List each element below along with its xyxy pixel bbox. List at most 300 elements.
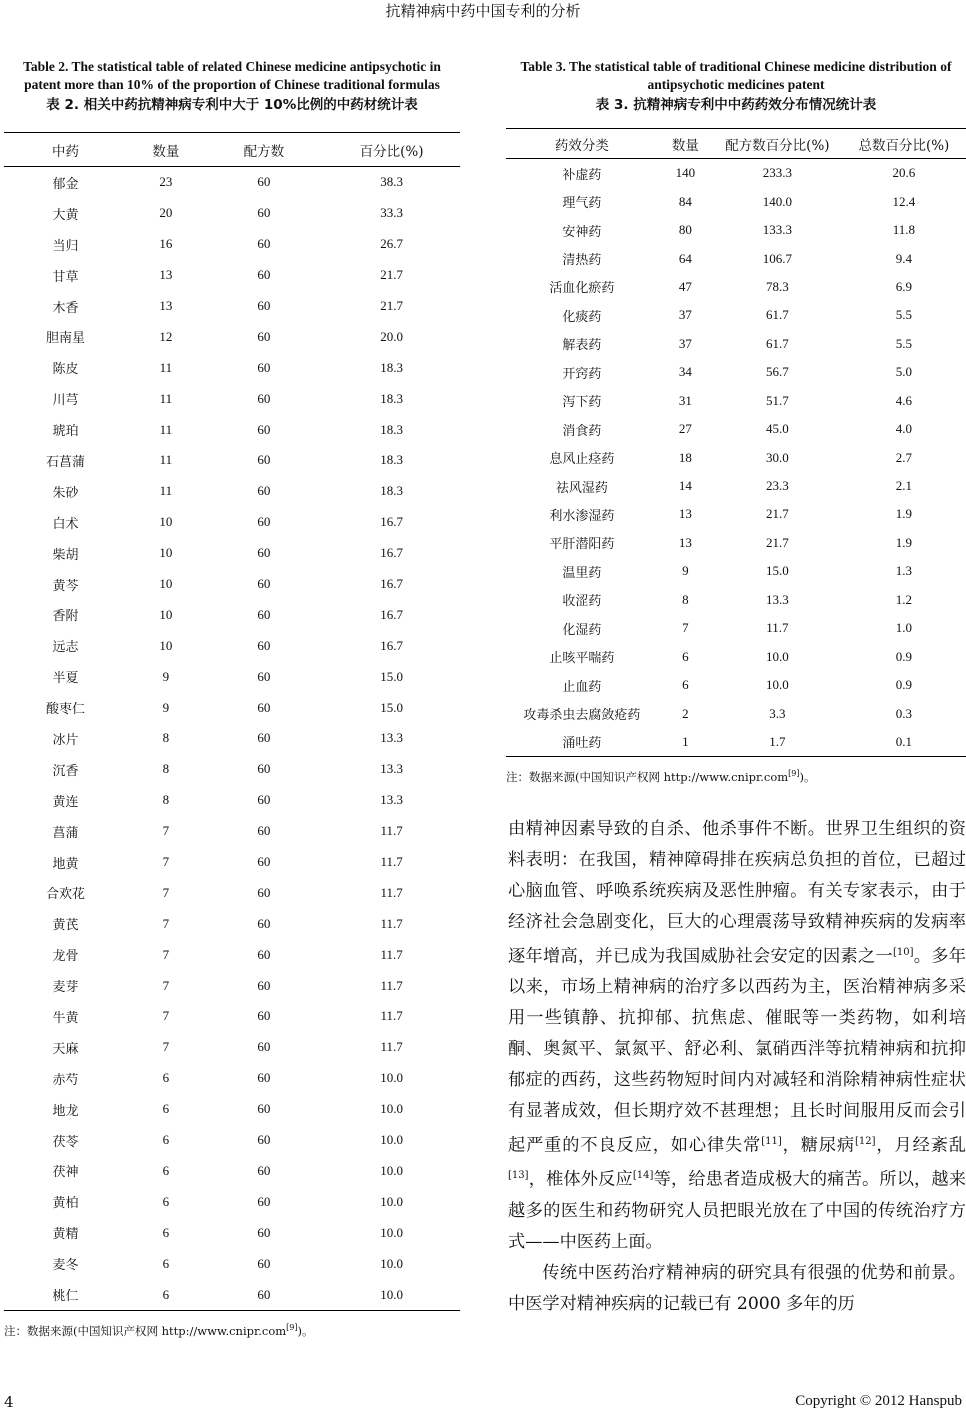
- table-row: [4, 630, 460, 661]
- table-cell: 11.7: [380, 1039, 403, 1055]
- table-cell: 18.3: [380, 421, 403, 437]
- table-row: [4, 692, 460, 723]
- table-cell: 23.3: [766, 478, 789, 494]
- table-cell: 安神药: [562, 224, 602, 240]
- table-cell: 1: [658, 728, 713, 757]
- table-cell: 6: [127, 1279, 205, 1310]
- table-cell: 60: [257, 792, 271, 808]
- table-cell: 消食药: [562, 423, 602, 439]
- table-cell: 0.9: [895, 677, 913, 693]
- table-row: [4, 476, 460, 507]
- table-cell: 21.7: [380, 267, 403, 283]
- table-cell: 7: [162, 946, 170, 962]
- table-row: [4, 414, 460, 445]
- table-row: [4, 599, 460, 630]
- table-cell: 1.2: [895, 591, 913, 607]
- table2-note: 注：数据来源(中国知识产权网 http://www.cnipr.com[9])。: [4, 1322, 314, 1338]
- page-number: 4: [4, 1393, 14, 1411]
- table-cell: 1.7: [713, 728, 842, 757]
- table-row: [506, 671, 966, 699]
- table-cell: 60: [257, 576, 271, 592]
- table-cell: 60: [257, 1008, 271, 1024]
- table-cell: 60: [257, 1193, 271, 1209]
- table-cell: 10: [159, 545, 173, 561]
- running-header: 抗精神病中药中国专利的分析: [385, 2, 581, 20]
- table-row: [506, 273, 966, 301]
- table-cell: 6: [162, 1193, 170, 1209]
- table-row: [4, 229, 460, 260]
- table-cell: 地龙: [52, 1103, 79, 1119]
- table3-note: 注：数据来源(中国知识产权网 http://www.cnipr.com[9])。: [506, 769, 816, 785]
- table-cell: 茯苓: [52, 1134, 79, 1150]
- table-cell: 黄连: [52, 794, 79, 810]
- table-cell: 60: [257, 606, 271, 622]
- table3-header-formula-percent: 配方数百分比(%): [713, 129, 842, 159]
- table2: [4, 132, 460, 1311]
- table-row: [4, 785, 460, 816]
- table-cell: 133.3: [762, 222, 792, 238]
- table-row: [506, 529, 966, 557]
- table-cell: 60: [257, 884, 271, 900]
- table-row: [506, 728, 966, 757]
- table-cell: 20.6: [892, 165, 916, 181]
- table-cell: 11.7: [380, 884, 403, 900]
- table-cell: 11.7: [380, 946, 403, 962]
- table-cell: 13: [678, 506, 692, 522]
- table-cell: 1.9: [895, 506, 913, 522]
- table-cell: 祛风湿药: [555, 480, 608, 496]
- table-cell: 泻下药: [562, 395, 602, 411]
- body-paragraph-2: 传统中医药治疗精神病的研究具有很强的优势和前景。中医学对精神疾病的记载已有 2000 多年的历: [508, 1262, 966, 1314]
- table-cell: 半夏: [52, 671, 79, 687]
- table-row: [506, 159, 966, 188]
- table-cell: 郁金: [52, 176, 79, 192]
- table-cell: 6: [162, 1224, 170, 1240]
- table-row: [506, 301, 966, 329]
- table-cell: 60: [257, 823, 271, 839]
- table-cell: 茯神: [52, 1165, 79, 1181]
- table-cell: 11: [159, 359, 173, 375]
- table-cell: 大黄: [52, 207, 79, 223]
- table-cell: 60: [257, 730, 271, 746]
- table-row: [4, 1279, 460, 1310]
- table-cell: 5.5: [895, 307, 913, 323]
- table-cell: 18.3: [380, 452, 403, 468]
- table-cell: 60: [257, 421, 271, 437]
- table-cell: 13.3: [766, 591, 789, 607]
- table-row: [4, 1032, 460, 1063]
- table-cell: 10.0: [766, 648, 789, 664]
- table-cell: 平肝潜阳药: [549, 537, 615, 553]
- table-cell: 33.3: [380, 205, 403, 221]
- table-row: [506, 500, 966, 528]
- table-cell: 60: [257, 328, 271, 344]
- table-row: [4, 1094, 460, 1125]
- table-cell: 60: [257, 1039, 271, 1055]
- table-row: [4, 445, 460, 476]
- table-cell: 2.1: [895, 478, 913, 494]
- table-cell: 赤芍: [52, 1072, 79, 1088]
- table-cell: 11.7: [380, 854, 403, 870]
- table-cell: 8: [162, 730, 170, 746]
- table-cell: 10.0: [380, 1255, 403, 1271]
- table-row: [4, 198, 460, 229]
- table-cell: 80: [678, 222, 692, 238]
- table-cell: 补虚药: [562, 167, 602, 183]
- table-row: [4, 1156, 460, 1187]
- table-cell: 9: [162, 699, 170, 715]
- table-cell: 11: [159, 390, 173, 406]
- table-cell: 18.3: [380, 483, 403, 499]
- table-cell: 3.3: [769, 705, 786, 721]
- table-cell: 利水渗湿药: [549, 508, 615, 524]
- table2-body: [4, 167, 460, 1311]
- table-row: [506, 187, 966, 215]
- table-cell: 60: [257, 854, 271, 870]
- table-cell: 止血药: [562, 679, 602, 695]
- table-cell: 天麻: [52, 1041, 79, 1057]
- table-cell: 20.0: [380, 328, 403, 344]
- table-cell: 7: [162, 915, 170, 931]
- table-cell: 13: [159, 267, 173, 283]
- table-cell: 60: [257, 174, 271, 190]
- table3-header-count: 数量: [658, 129, 713, 159]
- table-cell: 12: [159, 328, 173, 344]
- table-cell: 陈皮: [52, 362, 79, 378]
- table-row: [506, 642, 966, 670]
- table-cell: 9.4: [895, 250, 913, 266]
- table-row: [4, 538, 460, 569]
- table-cell: 18: [678, 449, 692, 465]
- table-cell: 60: [257, 298, 271, 313]
- table-cell: 当归: [52, 238, 79, 254]
- table-cell: 13.3: [380, 792, 403, 808]
- table-cell: 7: [162, 977, 170, 993]
- table3-header-total-percent: 总数百分比(%): [842, 129, 966, 159]
- table-row: [4, 260, 460, 291]
- table-row: [4, 908, 460, 939]
- table-row: [4, 877, 460, 908]
- table-cell: 菖蒲: [52, 825, 79, 841]
- table-cell: 15.0: [766, 563, 789, 579]
- table-cell: 60: [257, 483, 271, 499]
- table-cell: 10.0: [380, 1193, 403, 1209]
- table-cell: 27: [678, 421, 692, 437]
- table-cell: 10: [159, 637, 173, 653]
- table-row: [506, 557, 966, 585]
- table-cell: 9: [162, 668, 170, 684]
- table2-header-medicine: 中药: [4, 133, 127, 167]
- table-row: [506, 472, 966, 500]
- table-row: [4, 291, 460, 322]
- table3: [506, 128, 966, 757]
- table-cell: 13: [159, 298, 173, 313]
- table-cell: 60: [257, 977, 271, 993]
- table-row: [4, 1001, 460, 1032]
- table-cell: 60: [257, 452, 271, 468]
- table2-header-count: 数量: [127, 133, 205, 167]
- table-row: [4, 1186, 460, 1217]
- table-cell: 温里药: [562, 565, 602, 581]
- table-cell: 白术: [52, 516, 79, 532]
- table-cell: 60: [257, 668, 271, 684]
- table-cell: 60: [257, 699, 271, 715]
- body-text: [508, 814, 966, 1320]
- table-cell: 18.3: [380, 390, 403, 406]
- table3-header-category: 药效分类: [506, 129, 658, 159]
- table-row: [4, 1125, 460, 1156]
- body-paragraph-1: 由精神因素导致的自杀、他杀事件不断。世界卫生组织的资料表明：在我国，精神障碍排在疾病总负担的首位，已超过心脑血管、呼唤系统疾病及恶性肿瘤。有关专家表示，由于经济社会急剧变化，巨大的心理震荡导致精神疾病的发病率逐年增高，并已成为我国威胁社会安定的因素之一[10]。多年以来，市场上精神病的治疗多以西药为主，医治精神病多采用一些镇静、抗抑郁、抗焦虑、催眠等一类药物，如利培酮、奥氮平、氯氮平、舒必利、氯硝西泮等抗精神病和抗抑郁症的西药，这些药物短时间内对减轻和消除精神病性症状有显著成效，但长期疗效不甚理想；且长时间服用反而会引起严重的不良反应，如心律失常[11]，糖尿病[12]，月经紊乱[13]，椎体外反应[14]等，给患者造成极大的痛苦。所以，越来越多的医生和药物研究人员把眼光放在了中国的传统治疗方式——中医药上面。: [508, 819, 966, 1252]
- table-cell: 13.3: [380, 761, 403, 777]
- table-cell: 60: [257, 236, 271, 252]
- table-row: [4, 507, 460, 538]
- table-cell: 石菖蒲: [46, 454, 86, 470]
- table-cell: 7: [162, 1039, 170, 1055]
- table-cell: 140.0: [762, 193, 792, 209]
- table-cell: 8: [162, 792, 170, 808]
- table-cell: 6: [682, 677, 689, 693]
- table-cell: 黄芪: [52, 918, 79, 934]
- table-cell: 9: [682, 563, 689, 579]
- table-cell: 60: [257, 637, 271, 653]
- table-cell: 60: [205, 1279, 324, 1310]
- copyright: Copyright © 2012 Hanspub: [795, 1393, 962, 1409]
- table-cell: 140: [675, 165, 696, 181]
- table-row: [4, 939, 460, 970]
- table-cell: 106.7: [762, 250, 792, 266]
- table-cell: 16.7: [380, 576, 403, 592]
- table-cell: 开窍药: [562, 366, 602, 382]
- table-cell: 34: [678, 364, 692, 380]
- table-cell: 6.9: [895, 278, 913, 294]
- table-cell: 30.0: [766, 449, 789, 465]
- table2-caption-en: Table 2. The statistical table of related Chinese medicine antipsychotic in patent more than 10% of the proportion of Chinese traditional formulas: [23, 59, 441, 92]
- table-cell: 16: [159, 236, 173, 252]
- table2-header-percent: 百分比(%): [323, 133, 460, 167]
- table-cell: 61.7: [766, 335, 789, 351]
- table-cell: 5.5: [895, 335, 913, 351]
- table-cell: 60: [257, 1101, 271, 1117]
- table-cell: 1.3: [895, 563, 913, 579]
- table-row: [4, 383, 460, 414]
- table3-caption-zh: 表 3. 抗精神病专利中中药药效分布情况统计表: [595, 97, 877, 113]
- table-cell: 4.0: [895, 421, 913, 437]
- table-row: [506, 443, 966, 471]
- table-row: [506, 330, 966, 358]
- table-cell: 61.7: [766, 307, 789, 323]
- table-row: [4, 1063, 460, 1094]
- table2-caption-zh: 表 2. 相关中药抗精神病专利中大于 10%比例的中药材统计表: [46, 97, 418, 113]
- table-cell: 21.7: [766, 534, 789, 550]
- table-cell: 60: [257, 1162, 271, 1178]
- table-cell: 止咳平喘药: [549, 651, 615, 667]
- table-cell: 60: [257, 1255, 271, 1271]
- table-cell: 牛黄: [52, 1010, 79, 1026]
- table-cell: 60: [257, 915, 271, 931]
- table-cell: 15.0: [380, 699, 403, 715]
- table-cell: 冰片: [52, 732, 79, 748]
- table-cell: 1.0: [895, 620, 913, 636]
- table-row: [4, 1248, 460, 1279]
- table-cell: 10.0: [323, 1279, 460, 1310]
- table-cell: 清热药: [562, 253, 602, 269]
- table-cell: 6: [162, 1255, 170, 1271]
- table2-section: [4, 58, 460, 1340]
- table-cell: 10: [159, 514, 173, 530]
- table-cell: 化痰药: [562, 309, 602, 325]
- table-cell: 11.7: [766, 620, 789, 636]
- table-cell: 56.7: [766, 364, 789, 380]
- table-cell: 60: [257, 1070, 271, 1086]
- table-cell: 20: [159, 205, 173, 221]
- table-row: [4, 352, 460, 383]
- table-cell: 18.3: [380, 359, 403, 375]
- table-cell: 31: [678, 392, 692, 408]
- table-cell: 柴胡: [52, 547, 79, 563]
- table-cell: 7: [162, 854, 170, 870]
- table-cell: 解表药: [562, 338, 602, 354]
- table3-caption-en: Table 3. The statistical table of traditional Chinese medicine distribution of antipsychotic medicines patent: [520, 59, 952, 92]
- table-cell: 47: [678, 278, 692, 294]
- table-cell: 11.7: [380, 823, 403, 839]
- table-row: [506, 244, 966, 272]
- table-cell: 10.0: [766, 677, 789, 693]
- table-cell: 远志: [52, 640, 79, 656]
- table-cell: 1.9: [895, 534, 913, 550]
- table-row: [4, 970, 460, 1001]
- table-row: [4, 661, 460, 692]
- table-cell: 11: [159, 452, 173, 468]
- table-cell: 233.3: [762, 165, 792, 181]
- table-row: [4, 754, 460, 785]
- table-row: [4, 569, 460, 600]
- table-cell: 10.0: [380, 1162, 403, 1178]
- table-cell: 活血化瘀药: [549, 281, 615, 297]
- table-cell: 16.7: [380, 545, 403, 561]
- table-row: [4, 816, 460, 847]
- table-cell: 60: [257, 761, 271, 777]
- table-cell: 0.9: [895, 648, 913, 664]
- table-cell: 21.7: [380, 298, 403, 313]
- table-cell: 38.3: [380, 174, 403, 190]
- table-cell: 60: [257, 267, 271, 283]
- table-cell: 45.0: [766, 421, 789, 437]
- table-cell: 10.0: [380, 1070, 403, 1086]
- table-cell: 60: [257, 1132, 271, 1148]
- table-cell: 地黄: [52, 856, 79, 872]
- table-cell: 息风止痉药: [549, 452, 615, 468]
- table3-body: [506, 159, 966, 757]
- table-cell: 7: [162, 823, 170, 839]
- table-row: [506, 586, 966, 614]
- table-cell: 6: [162, 1132, 170, 1148]
- table-cell: 6: [162, 1162, 170, 1178]
- table-cell: 23: [159, 174, 173, 190]
- table-row: [4, 167, 460, 198]
- table-row: [4, 847, 460, 878]
- table-cell: 8: [682, 591, 689, 607]
- table-cell: 攻毒杀虫去腐敛疮药: [523, 708, 641, 724]
- table-row: [506, 699, 966, 727]
- table-cell: 16.7: [380, 606, 403, 622]
- table-cell: 11.7: [380, 915, 403, 931]
- table-cell: 川芎: [52, 393, 79, 409]
- table-cell: 酸枣仁: [46, 702, 86, 718]
- table-cell: 桃仁: [4, 1279, 127, 1310]
- table-cell: 香附: [52, 609, 79, 625]
- table-row: [506, 216, 966, 244]
- table-cell: 10.0: [380, 1101, 403, 1117]
- table-cell: 10: [159, 576, 173, 592]
- table-cell: 7: [682, 620, 689, 636]
- table-cell: 12.4: [892, 193, 916, 209]
- table-cell: 37: [678, 307, 692, 323]
- table-cell: 胆南星: [46, 331, 86, 347]
- table-cell: 龙骨: [52, 949, 79, 965]
- table-cell: 21.7: [766, 506, 789, 522]
- table-cell: 7: [162, 1008, 170, 1024]
- table-cell: 60: [257, 514, 271, 530]
- table-cell: 麦冬: [52, 1258, 79, 1274]
- table-cell: 合欢花: [46, 887, 86, 903]
- table-cell: 涌吐药: [506, 728, 658, 757]
- table-cell: 13.3: [380, 730, 403, 746]
- table-cell: 37: [678, 335, 692, 351]
- table-cell: 朱砂: [52, 485, 79, 501]
- table-cell: 7: [162, 884, 170, 900]
- table-cell: 16.7: [380, 637, 403, 653]
- table-cell: 6: [162, 1101, 170, 1117]
- table-cell: 2.7: [895, 449, 913, 465]
- table-cell: 甘草: [52, 269, 79, 285]
- table-row: [506, 358, 966, 386]
- table-cell: 60: [257, 1224, 271, 1240]
- table-cell: 6: [682, 648, 689, 664]
- table-cell: 10.0: [380, 1132, 403, 1148]
- table-row: [4, 321, 460, 352]
- table-row: [506, 614, 966, 642]
- table-cell: 15.0: [380, 668, 403, 684]
- table-cell: 2: [682, 705, 689, 721]
- table-cell: 11: [159, 483, 173, 499]
- table-cell: 60: [257, 359, 271, 375]
- table-cell: 11.8: [892, 222, 916, 238]
- table-cell: 11: [159, 421, 173, 437]
- table-cell: 60: [257, 545, 271, 561]
- table-cell: 10: [159, 606, 173, 622]
- table-cell: 64: [678, 250, 692, 266]
- table-cell: 10.0: [380, 1224, 403, 1240]
- table-cell: 16.7: [380, 514, 403, 530]
- table-cell: 沉香: [52, 763, 79, 779]
- table-cell: 4.6: [895, 392, 913, 408]
- table-cell: 化湿药: [562, 622, 602, 638]
- table-cell: 黄精: [52, 1227, 79, 1243]
- table-cell: 11.7: [380, 1008, 403, 1024]
- table-cell: 60: [257, 390, 271, 406]
- table-cell: 51.7: [766, 392, 789, 408]
- table-cell: 60: [257, 946, 271, 962]
- table-cell: 黄芩: [52, 578, 79, 594]
- table-row: [506, 415, 966, 443]
- table-cell: 13: [678, 534, 692, 550]
- table-cell: 8: [162, 761, 170, 777]
- table-cell: 0.3: [895, 705, 913, 721]
- table-row: [506, 387, 966, 415]
- table-cell: 收涩药: [562, 594, 602, 610]
- table-cell: 14: [678, 478, 692, 494]
- table-cell: 11.7: [380, 977, 403, 993]
